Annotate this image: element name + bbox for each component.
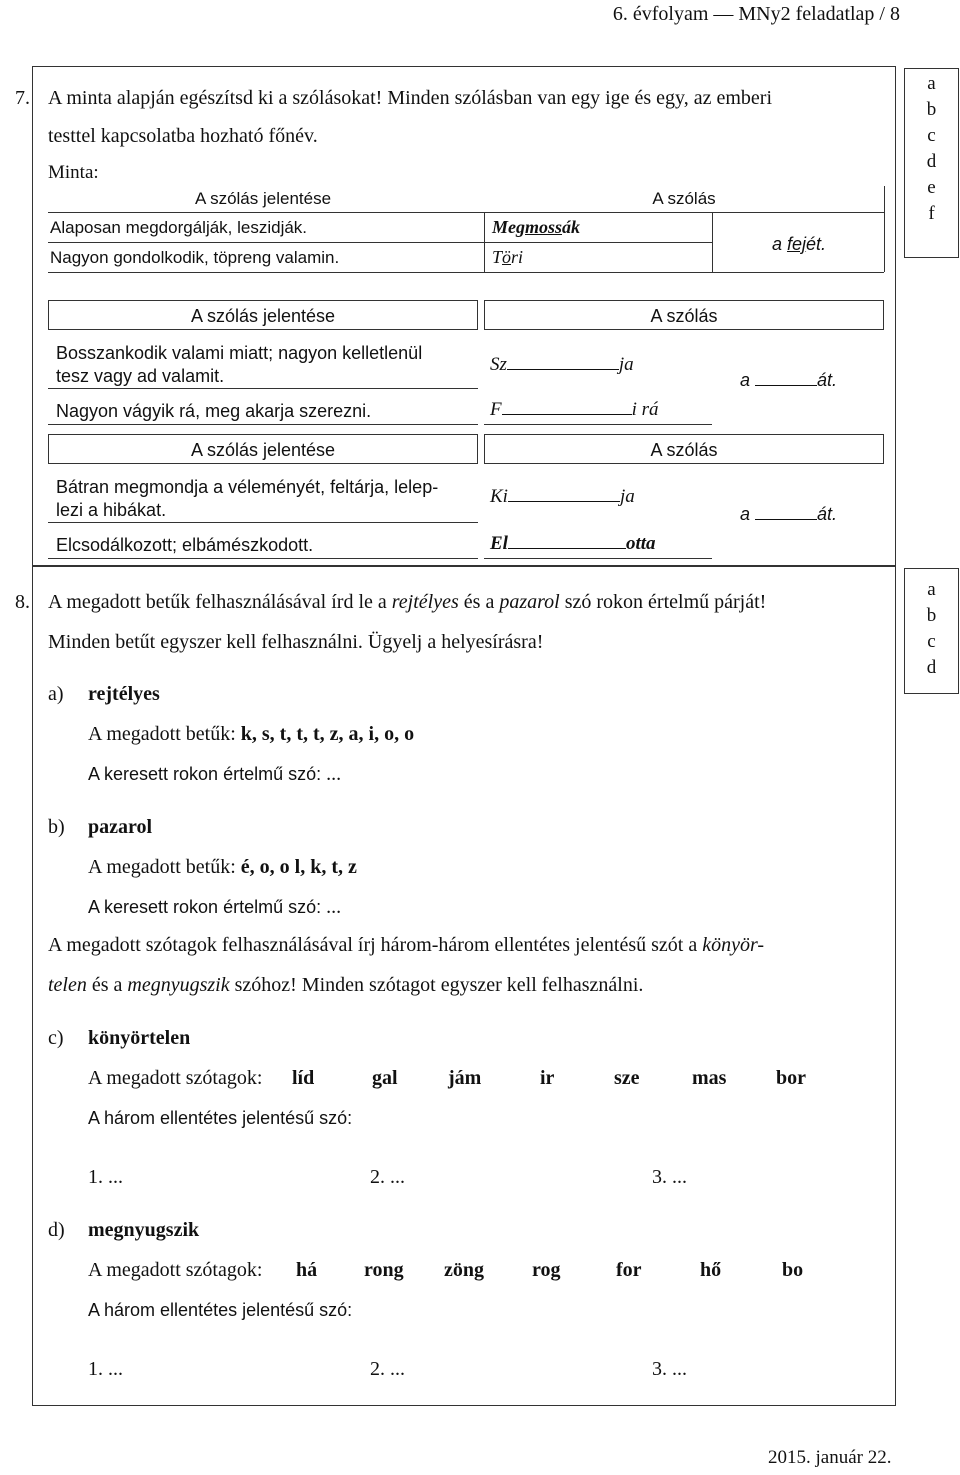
table1-meaning-1-line1: Bosszankodik valami miatt; nagyon kelletlenül [56, 343, 423, 363]
table2-col-meaning: A szólás jelentése [190, 440, 336, 460]
part-d-answer-label: A három ellentétes jelentésű szó: [88, 1300, 353, 1320]
table1-meaning-1-line2: tesz vagy ad valamit. [56, 366, 225, 386]
part-c-label: c) [48, 1027, 64, 1049]
part-d-answer-1: 1. ... [88, 1358, 123, 1380]
score8-letter-c: c [927, 631, 936, 652]
example-meaning-1: Alaposan megdorgálják, leszidják. [50, 218, 308, 237]
part-d-syllables-label: A megadott szótagok: [88, 1259, 263, 1281]
table2-noun: a át. [740, 504, 838, 524]
part-c-answer-2: 2. ... [370, 1166, 405, 1188]
task8-instruction2-line2: telen és a megnyugszik szóhoz! Minden szótagot egyszer kell felhasználni. [48, 974, 644, 996]
table2-meaning-1-line2: lezi a hibákat. [56, 500, 167, 520]
part-a-letters: A megadott betűk: k, s, t, t, t, z, a, i, o, o [88, 723, 415, 745]
score-letter-d: d [926, 151, 937, 172]
table1-meaning-2: Nagyon vágyik rá, meg akarja szerezni. [56, 401, 372, 421]
example-verb-2: Töri [492, 247, 524, 267]
part-c-syllable: sze [614, 1067, 640, 1089]
part-c-word: könyörtelen [88, 1027, 191, 1049]
page-footer-date: 2015. január 22. [768, 1447, 892, 1468]
part-d-syllable: zöng [444, 1259, 484, 1281]
part-c-syllables-label: A megadott szótagok: [88, 1067, 263, 1089]
part-c-syllable: gal [372, 1067, 398, 1089]
table1-col-saying: A szólás [650, 306, 718, 326]
task7-instruction-line2: testtel kapcsolatba hozható főnév. [48, 125, 318, 147]
score8-letter-b: b [926, 605, 937, 626]
part-d-syllable: rog [532, 1259, 561, 1281]
part-c-syllable: líd [292, 1067, 315, 1089]
table1-noun: a át. [740, 370, 838, 390]
example-verb-1: Megmossák [492, 217, 581, 237]
score-letter-b: b [926, 99, 937, 120]
part-c-syllable: bor [776, 1067, 806, 1089]
score-letter-f: f [928, 203, 935, 224]
part-d-answer-2: 2. ... [370, 1358, 405, 1380]
task8-instruction-line2: Minden betűt egyszer kell felhasználni. Ügyelj a helyesírásra! [48, 631, 544, 653]
example-meaning-2: Nagyon gondolkodik, töpreng valamin. [50, 248, 340, 267]
table2-verb-2: El otta [490, 533, 656, 554]
part-c-answer-1: 1. ... [88, 1166, 123, 1188]
part-b-label: b) [48, 816, 65, 838]
example-col-meaning: A szólás jelentése [194, 189, 332, 208]
example-noun: a fejét. [772, 234, 827, 254]
part-d-syllable: for [616, 1259, 642, 1281]
part-d-word: megnyugszik [88, 1219, 200, 1241]
table1-col-meaning: A szólás jelentése [190, 306, 336, 326]
table2-meaning-2: Elcsodálkozott; elbámészkodott. [56, 535, 314, 555]
score-letter-e: e [927, 177, 936, 198]
part-c-answer-3: 3. ... [652, 1166, 687, 1188]
saying-table-2 [48, 434, 888, 564]
table1-verb-1: Sz ja [490, 354, 634, 375]
part-c-syllable: mas [692, 1067, 727, 1089]
part-d-syllable: hő [700, 1259, 722, 1281]
part-a-word: rejtélyes [88, 683, 160, 705]
part-c-answer-label: A három ellentétes jelentésű szó: [88, 1108, 353, 1128]
table2-meaning-1-line1: Bátran megmondja a véleményét, feltárja, lelep- [56, 477, 439, 497]
part-d-label: d) [48, 1219, 65, 1241]
table1-verb-2: F i rá [490, 399, 659, 420]
part-b-letters: A megadott betűk: é, o, o l, k, t, z [88, 856, 357, 878]
table2-col-saying: A szólás [650, 440, 718, 460]
part-b-answer: A keresett rokon értelmű szó: ... [88, 896, 342, 918]
part-c-syllable: ir [540, 1067, 555, 1089]
task7-instruction-line1: A minta alapján egészítsd ki a szólásokat! Minden szólásban van egy ige és egy, az emberi [48, 87, 773, 109]
score8-letter-a: a [927, 579, 936, 600]
part-a-answer: A keresett rokon értelmű szó: ... [88, 763, 342, 785]
part-a-label: a) [48, 683, 64, 705]
score-letter-a: a [927, 73, 936, 94]
task8-score-box [904, 568, 959, 694]
score-letter-c: c [927, 125, 936, 146]
part-c-syllable: jám [448, 1067, 482, 1089]
task7-number: 7. [15, 87, 30, 109]
example-col-saying: A szólás [652, 189, 716, 208]
saying-table-1 [48, 300, 888, 430]
task8-instruction-line1: A megadott betűk felhasználásával írd le a rejtélyes és a pazarol szó rokon értelmű párját! [48, 591, 767, 613]
task8-number: 8. [15, 591, 30, 613]
minta-label: Minta: [48, 162, 99, 183]
part-d-syllable: bo [782, 1259, 804, 1281]
part-d-syllable: há [296, 1259, 318, 1281]
part-b-word: pazarol [88, 816, 153, 838]
task8-instruction2-line1: A megadott szótagok felhasználásával írj három-három ellentétes jelentésű szót a könyör- [48, 934, 765, 956]
score8-letter-d: d [926, 657, 937, 678]
task7-score-box [904, 68, 959, 258]
table2-verb-1: Ki ja [490, 486, 635, 507]
part-d-answer-3: 3. ... [652, 1358, 687, 1380]
part-d-syllable: rong [364, 1259, 404, 1281]
example-table [48, 186, 888, 276]
page-header: 6. évfolyam — MNy2 feladatlap / 8 [612, 3, 900, 25]
